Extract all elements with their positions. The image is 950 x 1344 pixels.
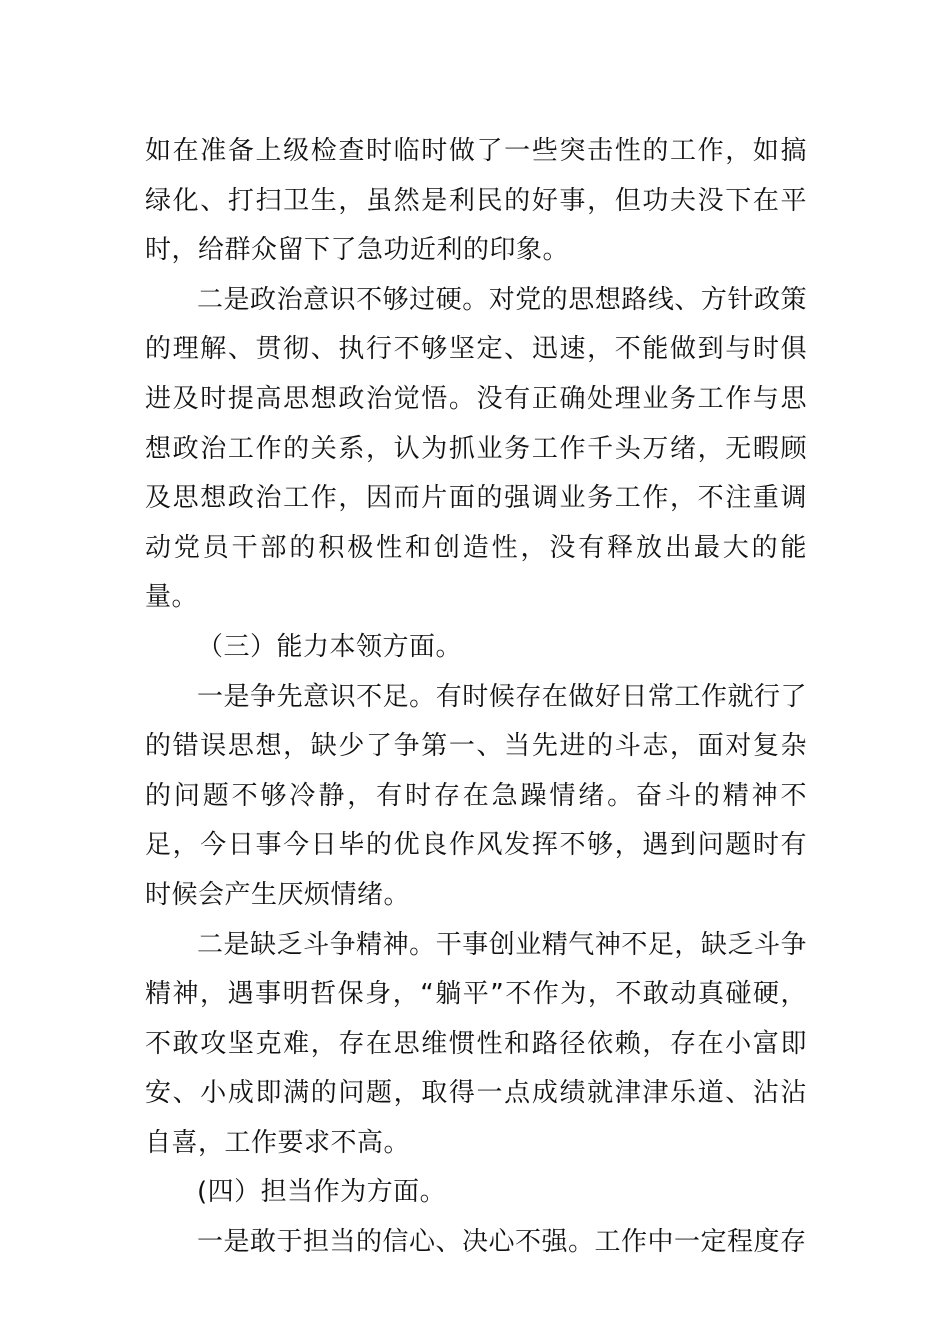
paragraph-4: 一是争先意识不足。有时候存在做好日常工作就行了的错误思想，缺少了争第一、当先进的斗志，面对复杂的问题不够冷静，有时存在急躁情绪。奋斗的精神不足，今日事今日毕的优良作风发挥不够，遇到问题时有时候会产生厌烦情绪。 (145, 681, 807, 910)
paragraph-7: 一是敢于担当的信心、决心不强。工作中一定程度存 (197, 1227, 807, 1258)
paragraph-2: 二是政治意识不够过硬。对党的思想路线、方针政策的理解、贯彻、执行不够坚定、迅速，不能做到与时俱进及时提高思想政治觉悟。没有正确处理业务工作与思想政治工作的关系，认为抓业务工作千头万绪，无暇顾及思想政治工作，因而片面的强调业务工作，不注重调动党员干部的积极性和创造性，没有释放出最大的能量。 (145, 284, 807, 613)
document-body (145, 127, 807, 1268)
paragraph-1: 如在准备上级检查时临时做了一些突击性的工作，如搞绿化、打扫卫生，虽然是利民的好事，但功夫没下在平时，给群众留下了急功近利的印象。 (145, 136, 807, 266)
section-heading-3: （三）能力本领方面。 (197, 631, 463, 662)
paragraph-5: 二是缺乏斗争精神。干事创业精气神不足，缺乏斗争精神，遇事明哲保身，“躺平”不作为，不敢动真碰硬，不敢攻坚克难，存在思维惯性和路径依赖，存在小富即安、小成即满的问题，取得一点成绩就津津乐道、沾沾自喜，工作要求不高。 (145, 929, 807, 1158)
section-heading-6: (四）担当作为方面。 (197, 1177, 447, 1208)
